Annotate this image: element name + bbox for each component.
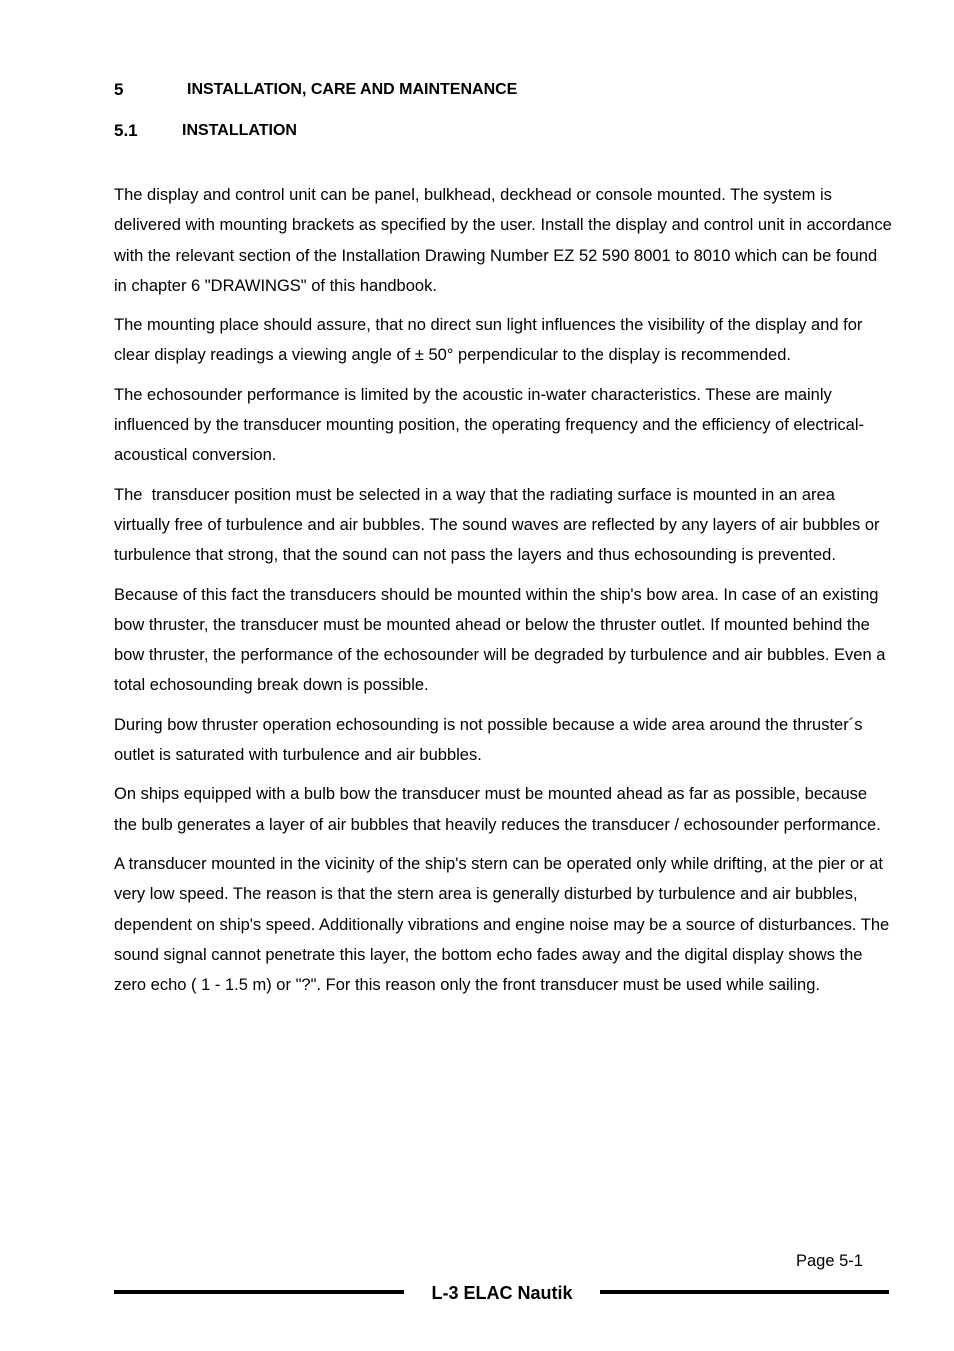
paragraph: The echosounder performance is limited by the acoustic in-water characteristics. These are mainly influenced by the transducer mounting position, the operating frequency and the efficiency of electrical-acoustical conversion. bbox=[114, 385, 864, 465]
section-heading bbox=[114, 80, 518, 100]
body-text bbox=[114, 180, 897, 1009]
subsection-number: 5.1 bbox=[114, 121, 138, 140]
paragraph: On ships equipped with a bulb bow the transducer must be mounted ahead as far as possible, because the bulb generates a layer of air bubbles that heavily reduces the transducer / echosounder performance. bbox=[114, 785, 881, 834]
paragraph: Because of this fact the transducers should be mounted within the ship's bow area. In case of an existing bow thruster, the transducer must be mounted ahead or below the thruster outlet. If mounted behind the bow thruster, the performance of the echosounder will be degraded by turbulence and air bubbles. Even a total echosounding break down is possible. bbox=[114, 585, 891, 695]
footer-company: L-3 ELAC Nautik bbox=[431, 1283, 573, 1303]
paragraph: The display and control unit can be panel, bulkhead, deckhead or console mounted. The system is delivered with mounting brackets as specified by the user. Install the display and control unit in accordance with the relevant section of the Installation Drawing Number EZ 52 590 8001 to 8010 which can be found in chapter 6 "DRAWINGS" of this handbook. bbox=[114, 186, 897, 295]
footer-rule-left bbox=[114, 1290, 404, 1294]
section-title: INSTALLATION, CARE AND MAINTENANCE bbox=[187, 81, 518, 98]
subsection-heading bbox=[114, 121, 297, 141]
page-number: Page 5-1 bbox=[796, 1252, 863, 1270]
footer-rule-right bbox=[600, 1290, 889, 1294]
paragraph: During bow thruster operation echosounding is not possible because a wide area around the thruster´s outlet is saturated with turbulence and air bubbles. bbox=[114, 715, 868, 765]
paragraph: The mounting place should assure, that no direct sun light influences the visibility of the display and for clear display readings a viewing angle of ± 50° perpendicular to the display is recommended. bbox=[114, 316, 868, 365]
subsection-title: INSTALLATION bbox=[182, 122, 297, 139]
section-number: 5 bbox=[114, 80, 124, 99]
paragraph: A transducer mounted in the vicinity of the ship's stern can be operated only while drifting, at the pier or at very low speed. The reason is that the stern area is generally disturbed by turbulence and air bubbles, dependent on ship's speed. Additionally vibrations and engine noise may be a source of disturbances. The sound signal cannot penetrate this layer, the bottom echo fades away and the digital display shows the zero echo ( 1 - 1.5 m) or "?". For this reason only the front transducer must be used while sailing. bbox=[114, 854, 894, 995]
paragraph: The transducer position must be selected in a way that the radiating surface is mounted in an area virtually free of turbulence and air bubbles. The sound waves are reflected by any layers of air bubbles or turbulence that strong, that the sound can not pass the layers and thus echosounding is prevented. bbox=[114, 485, 885, 565]
